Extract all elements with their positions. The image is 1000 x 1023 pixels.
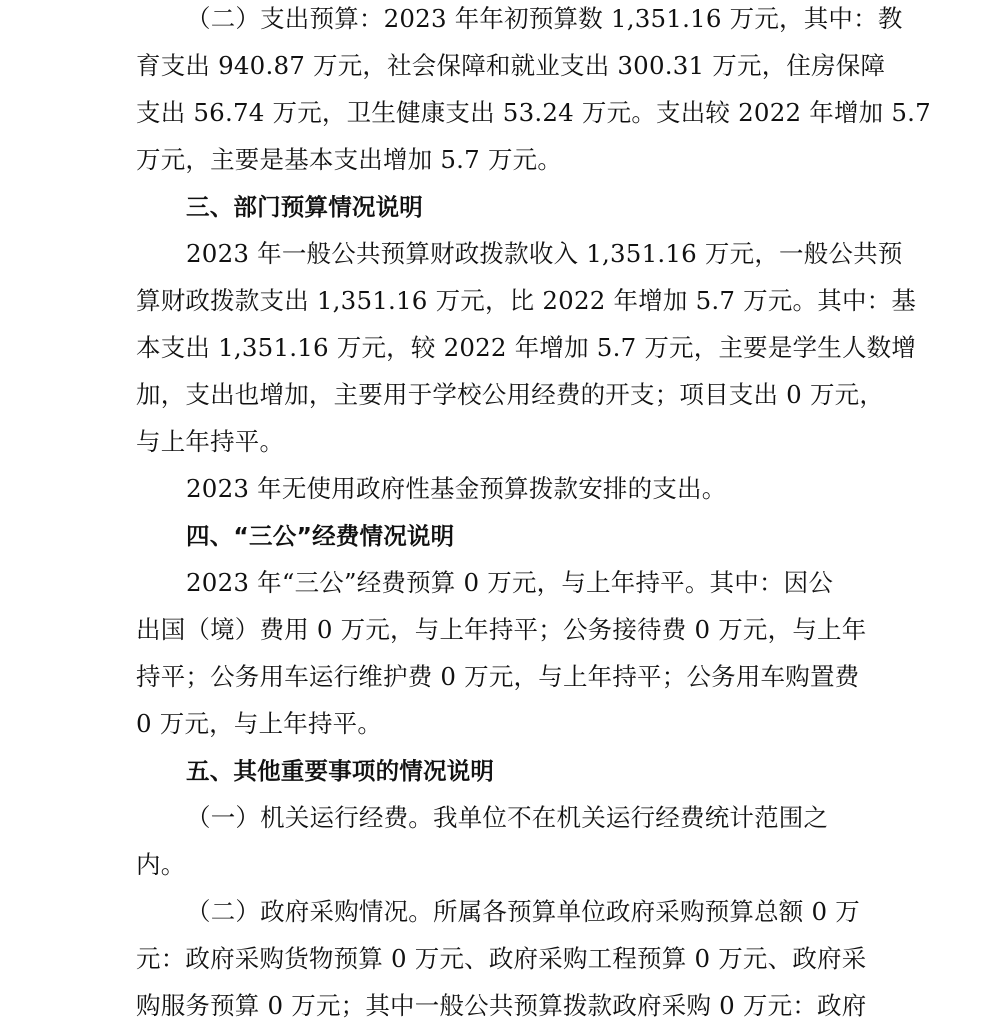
paragraph-operating-expenses-line-1: （一）机关运行经费。我单位不在机关运行经费统计范围之 — [186, 803, 829, 832]
paragraph-procurement-line-3: 购服务预算 0 万元；其中一般公共预算拨款政府采购 0 万元：政府 — [136, 991, 867, 1020]
paragraph-three-public-line-3: 持平；公务用车运行维护费 0 万元，与上年持平；公务用车购置费 — [136, 662, 860, 691]
section-heading-department-budget: 三、部门预算情况说明 — [186, 193, 423, 221]
paragraph-three-public-line-1: 2023 年“三公”经费预算 0 万元，与上年持平。其中：因公 — [186, 568, 834, 597]
paragraph-procurement-line-2: 元：政府采购货物预算 0 万元、政府采购工程预算 0 万元、政府采 — [136, 944, 867, 973]
paragraph-expenditure-budget-line-2: 育支出 940.87 万元，社会保障和就业支出 300.31 万元，住房保障 — [136, 51, 886, 80]
paragraph-operating-expenses-line-2: 内。 — [136, 850, 186, 879]
paragraph-department-budget-line-1: 2023 年一般公共预算财政拨款收入 1,351.16 万元，一般公共预 — [186, 239, 903, 268]
paragraph-department-budget-line-5: 与上年持平。 — [136, 427, 285, 456]
paragraph-department-budget-line-2: 算财政拨款支出 1,351.16 万元，比 2022 年增加 5.7 万元。其中：基 — [136, 286, 917, 315]
paragraph-department-budget-line-4: 加，支出也增加，主要用于学校公用经费的开支；项目支出 0 万元， — [136, 380, 885, 409]
paragraph-expenditure-budget-line-3: 支出 56.74 万元，卫生健康支出 53.24 万元。支出较 2022 年增加 5.7 — [136, 98, 931, 127]
paragraph-department-budget-line-3: 本支出 1,351.16 万元，较 2022 年增加 5.7 万元，主要是学生人数增 — [136, 333, 917, 362]
section-heading-three-public-expenses: 四、“三公”经费情况说明 — [186, 522, 455, 550]
section-heading-other-matters: 五、其他重要事项的情况说明 — [186, 757, 495, 785]
paragraph-procurement-line-1: （二）政府采购情况。所属各预算单位政府采购预算总额 0 万 — [186, 897, 860, 926]
paragraph-expenditure-budget-line-4: 万元，主要是基本支出增加 5.7 万元。 — [136, 145, 563, 174]
paragraph-gov-fund-budget: 2023 年无使用政府性基金预算拨款安排的支出。 — [186, 474, 727, 503]
paragraph-expenditure-budget-line-1: （二）支出预算：2023 年年初预算数 1,351.16 万元，其中：教 — [186, 4, 903, 33]
paragraph-three-public-line-2: 出国（境）费用 0 万元，与上年持平；公务接待费 0 万元，与上年 — [136, 615, 867, 644]
paragraph-three-public-line-4: 0 万元，与上年持平。 — [136, 709, 383, 738]
